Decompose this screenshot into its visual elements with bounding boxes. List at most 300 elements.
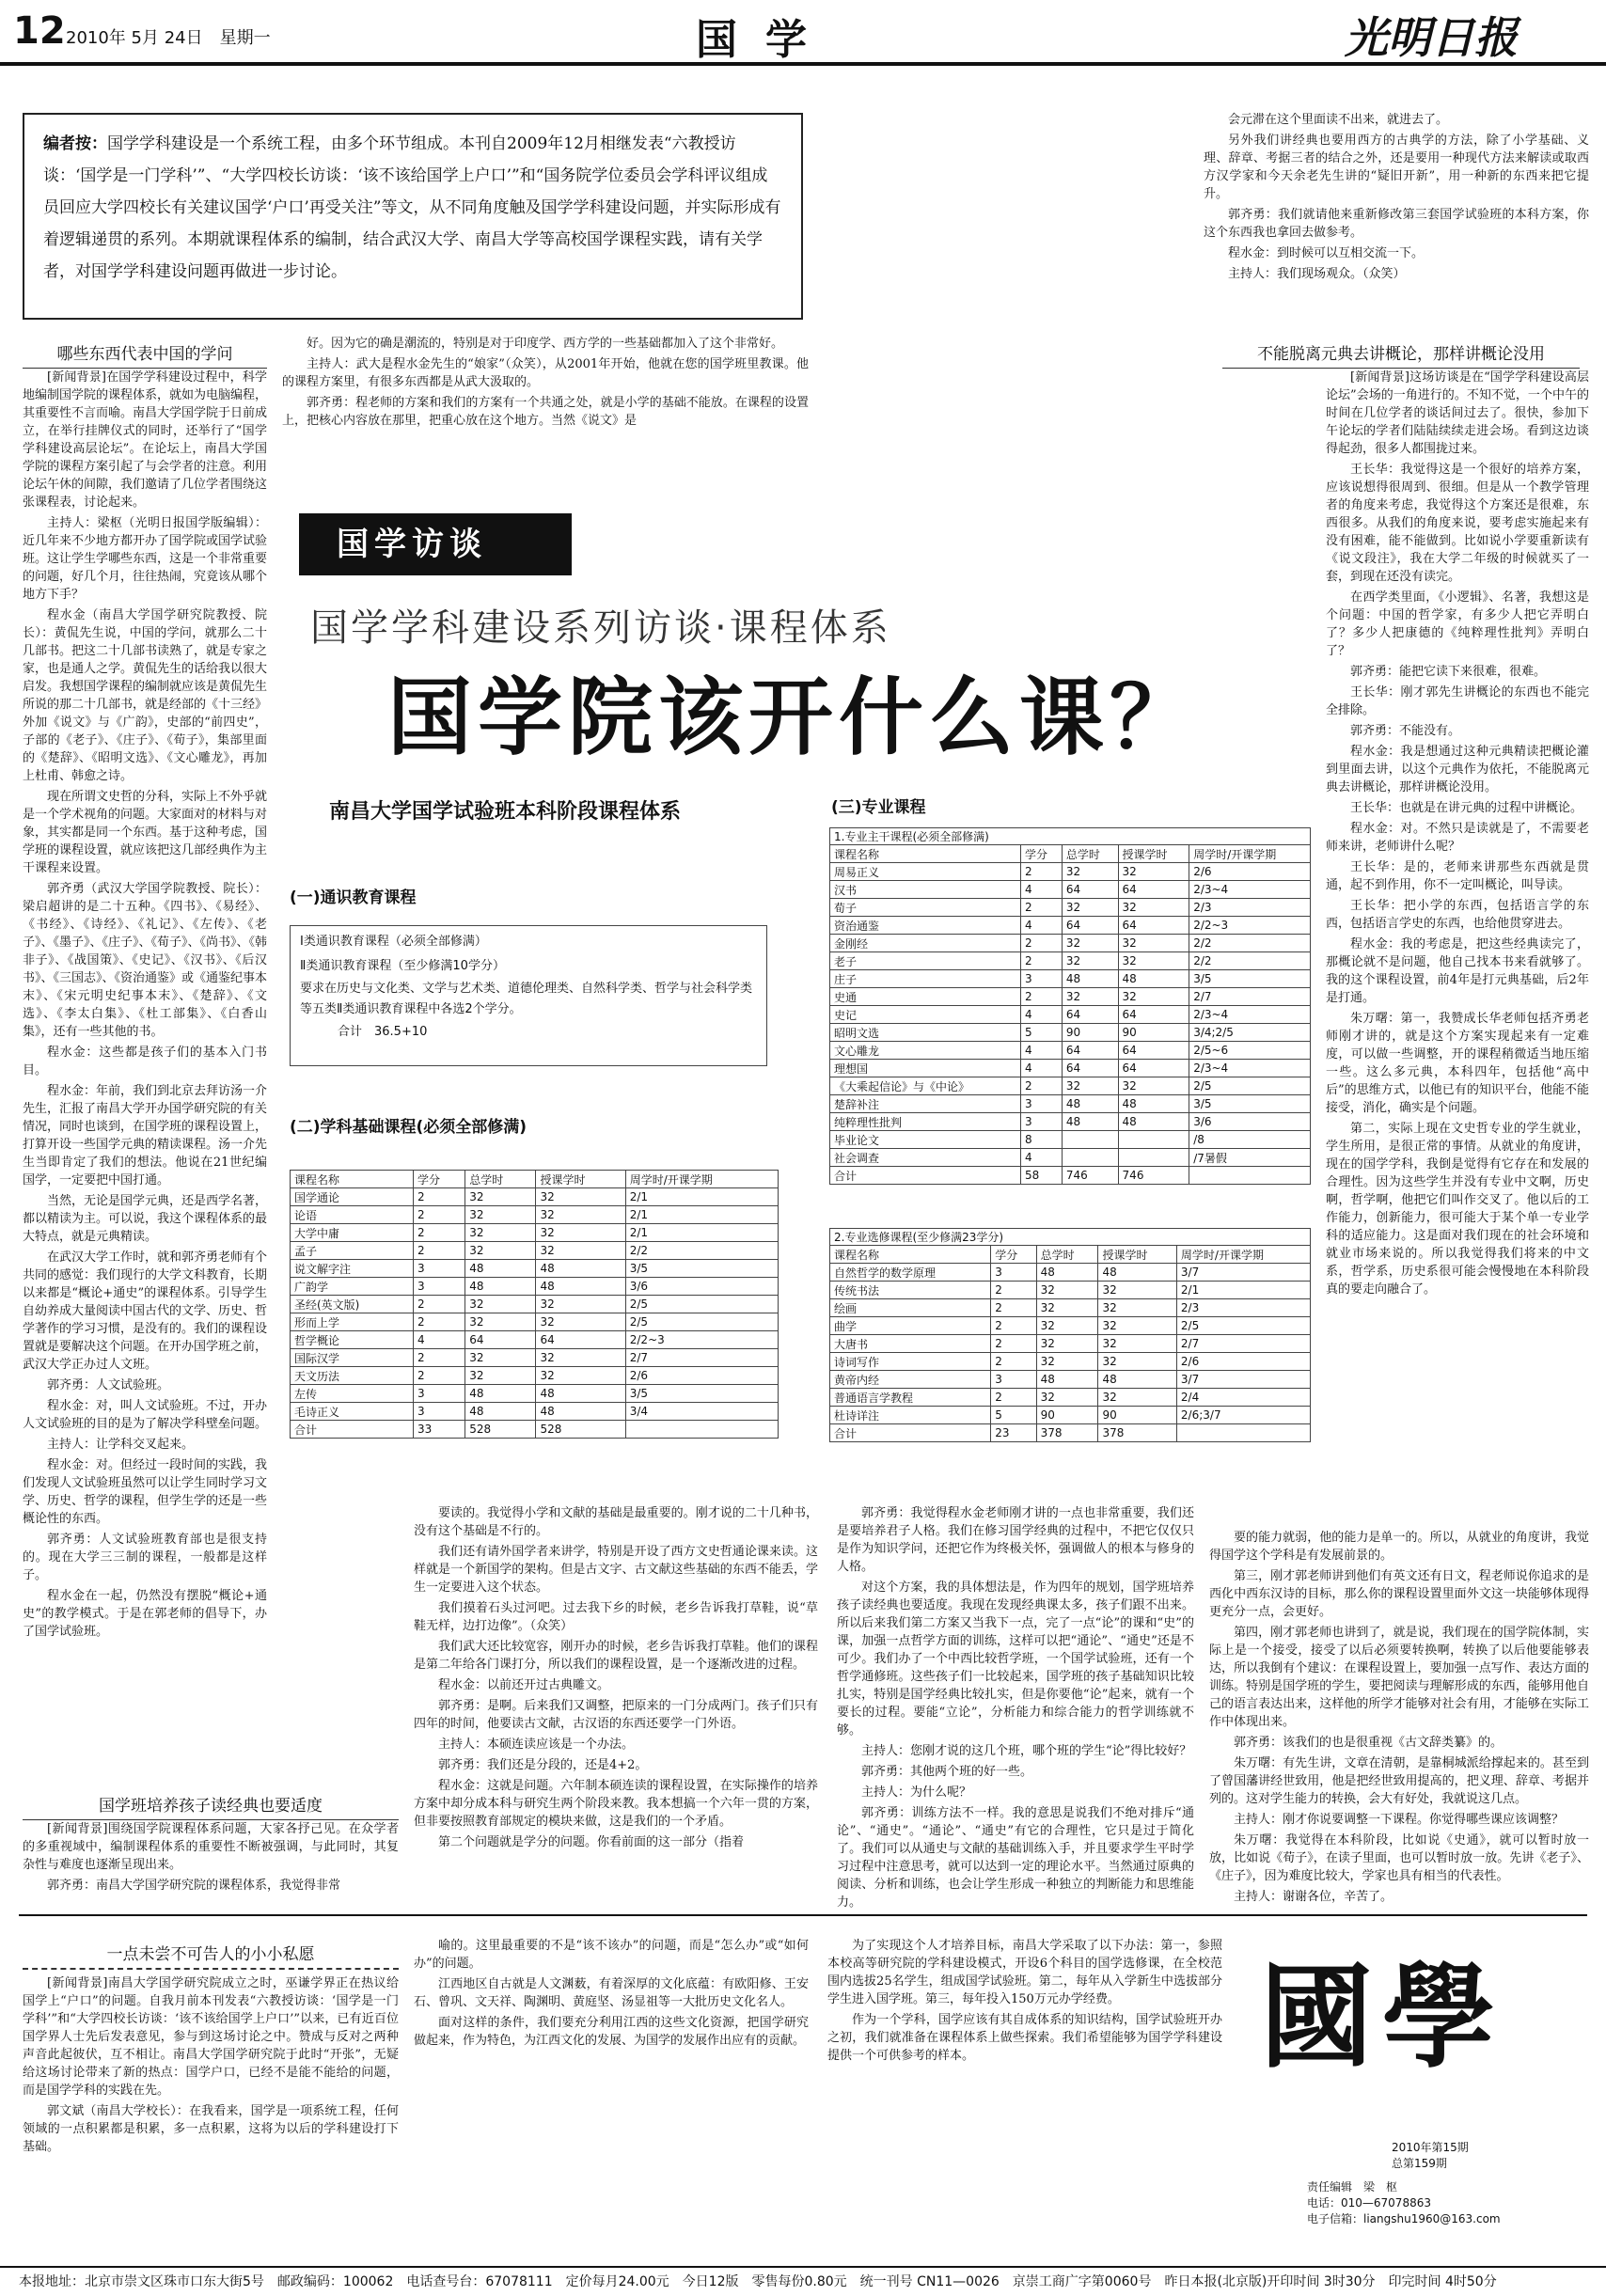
editor-note-text: 国学学科建设是一个系统工程，由多个环节组成。本刊自2009年12月相继发表“六教授访谈：‘国学是一门学科’”、“大学四校长访谈：‘该不该给国学上户口’”和“国务院学位委员会学科评议组成员回应大学四校长有关建议国学‘户口’再受关注”等文，从不同角度触及国学学科建设问题，并实际形成有着逻辑递贯的系列。本期就课程体系的编制，结合武汉大学、南昌大学等高校国学课程实践，请有关学者，对国学学科建设问题再做进一步讨论。 <box>43 134 781 281</box>
table-cell <box>1062 1131 1118 1149</box>
table-cell: 48 <box>536 1403 625 1421</box>
table-cell: 48 <box>1036 1264 1098 1282</box>
table-cell: 论语 <box>291 1206 414 1224</box>
table-cell <box>1118 1149 1189 1167</box>
table-cell: 社会调查 <box>830 1149 1021 1167</box>
paragraph: 第二，实际上现在文史哲专业的学生就业，学生所用，是很正常的事情。从就业的角度讲，现在的国学学科，我倒是觉得有它存在和发展的合理性。因为这些学生并没有专业中文啊，历史啊，哲学啊，他把它们叫作交叉了。他以后的工作能力，创新能力，很可能大于某个单一专业学科的适应能力。这是面对我们现在的社会环境和就业市场来说的。所以我觉得我们将来的中文系，哲学系，历史系很可能会慢慢地在本科阶段真的要走向融合了。 <box>1326 1122 1589 1297</box>
paragraph: 程水金（南昌大学国学研究院教授、院长）：黄侃先生说，中国的学问，就那么二十几部书。把这二十几部书读熟了，就是专家之家，也是通人之学。黄侃先生的话给我以很大启发。我想国学课程的编制就应该是黄侃先生所说的那二十几部书，就是经部的《十三经》外加《说文》与《广韵》，史部的“前四史”，子部的《老子》、《庄子》、《荀子》，集部里面的《楚辞》、《昭明文选》、《文心雕龙》，再加上杜甫、韩愈之诗。 <box>23 608 268 783</box>
paragraph: 程水金：到时候可以互相交流一下。 <box>1228 246 1425 260</box>
table-cell: 2/6 <box>1176 1353 1310 1371</box>
table-row <box>830 1024 1311 1042</box>
table-cell: 48 <box>1062 1113 1118 1131</box>
table-row <box>830 1353 1311 1371</box>
table-cell: 90 <box>1062 1024 1118 1042</box>
table-cell: 周易正义 <box>830 863 1021 881</box>
series-title: 国学学科建设系列访谈·课程体系 <box>310 606 891 650</box>
page-number: 12 <box>13 9 66 53</box>
middle-column-text <box>282 335 809 495</box>
paragraph: 郭文斌（南昌大学校长）：在我看来，国学是一项系统工程，任何领域的一点积累都是积累，多一点积累，这将为以后的学科建设打下基础。 <box>23 2104 399 2154</box>
issue-number: 2010年第15期 总第159期 <box>1392 2141 1469 2170</box>
table-cell: 文心雕龙 <box>830 1042 1021 1060</box>
right-column-top-text <box>1204 111 1589 337</box>
table-cell: 48 <box>536 1260 625 1278</box>
table-cell: 哲学概论 <box>291 1331 414 1349</box>
paragraph: 主持人：梁枢（光明日报国学版编辑）：近几年来不少地方都开办了国学院或国学试验班。这让学生学哪些东西，这是一个非常重要的问题，好几个月，往往热闹，究竟该从哪个地方下手？ <box>23 516 268 602</box>
table-cell: 8 <box>1021 1131 1063 1149</box>
table-cell: 32 <box>536 1367 625 1385</box>
table-cell: 32 <box>1036 1282 1098 1299</box>
table-cell: 毕业论文 <box>830 1131 1021 1149</box>
table-cell: 2/1 <box>625 1206 778 1224</box>
paragraph: 郭齐勇：程老师的方案和我们的方案有一个共通之处，就是小学的基础不能放。在课程的设置上，把核心内容放在那里，把重心放在这个地方。当然《说文》是 <box>282 396 809 428</box>
table-row <box>830 988 1311 1006</box>
table-cell: 2 <box>414 1206 465 1224</box>
paragraph: 程水金：这些都是孩子们的基本入门书目。 <box>23 1046 267 1077</box>
table-cell: 汉书 <box>830 881 1021 899</box>
table-cell: 绘画 <box>830 1299 991 1317</box>
table-cell: 3 <box>1021 1095 1063 1113</box>
table-cell: 合计 <box>830 1167 1021 1185</box>
column-header: 学分 <box>991 1246 1036 1264</box>
paragraph: 朱万曙：第一，我赞成长华老师包括齐勇老师刚才讲的，就是这个方案实现起来有一定难度，可以做一些调整，开的课程稍微适当地压缩一些。这么多元典，本科四年，包括他“高中后”的思维方式，以他已有的知识平台，他能不能接受，消化，确实是个问题。 <box>1326 1012 1589 1115</box>
paragraph: 程水金：我的考虑是，把这些经典读完了，那概论就不是问题，他自己找本书来看就够了。我的这个课程设置，前4年是打元典基础，后2年是打通。 <box>1326 937 1589 1005</box>
table-cell: 自然哲学的数学原理 <box>830 1264 991 1282</box>
table-row <box>291 1260 779 1278</box>
table-cell: 32 <box>1118 988 1189 1006</box>
table-cell: /7暑假 <box>1189 1149 1311 1167</box>
table-row <box>291 1349 779 1367</box>
table-cell: 32 <box>1098 1389 1176 1407</box>
paragraph: 程水金：对，叫人文试验班。不过，开办人文试验班的目的是为了解决学科壁垒问题。 <box>23 1399 268 1431</box>
paragraph: 面对这样的条件，我们要充分利用江西的这些文化资源，把国学研究做起来，作为特色，为江西文化的发展、为国学的发展作出应有的贡献。 <box>414 2016 809 2048</box>
table-cell: 2 <box>991 1389 1036 1407</box>
table-cell: 33 <box>414 1421 465 1439</box>
table-cell: 4 <box>1021 881 1063 899</box>
table-cell: 5 <box>1021 1024 1063 1042</box>
column-header: 周学时/开课学期 <box>1189 845 1311 863</box>
table-cell: 3/5 <box>1189 970 1311 988</box>
lower-center-text <box>837 1504 1194 1910</box>
paragraph: 程水金在一起，仍然没有摆脱“概论+通史”的教学模式。于是在郭老师的倡导下，办了国学试验班。 <box>23 1589 267 1639</box>
table-cell: 3/4 <box>625 1403 778 1421</box>
core-courses-table <box>829 844 1311 1185</box>
table-cell: 孟子 <box>291 1242 414 1260</box>
paragraph: 第二个问题就是学分的问题。你看前面的这一部分（指着 <box>438 1835 745 1849</box>
paragraph: [新闻背景]在国学学科建设过程中，科学地编制国学院的课程体系，就如为电脑编程，其重要性不言而喻。南昌大学国学院于日前成立，在举行挂牌仪式的同时，还举行了“国学学科建设高层论坛”。在论坛上，南昌大学国学院的课程方案引起了与会学者的注意。利用论坛午休的间隙，我们邀请了几位学者围绕这张课程表，讨论起来。 <box>23 370 268 510</box>
paragraph: 程水金：对。但经过一段时间的实践，我们发现人文试验班虽然可以让学生同时学习文学、历史、哲学的课程，但学生学的还是一些概论性的东西。 <box>23 1458 268 1526</box>
table-row <box>830 863 1311 881</box>
table-cell: 2/1 <box>625 1188 778 1206</box>
table-cell: 32 <box>465 1224 536 1242</box>
table-cell: 32 <box>465 1242 536 1260</box>
table-cell: 2 <box>1021 863 1063 881</box>
table-cell: 3 <box>1021 970 1063 988</box>
table-cell: 64 <box>1062 1060 1118 1077</box>
side-text <box>23 1820 399 1895</box>
table-cell: 32 <box>465 1349 536 1367</box>
table-cell: 曲学 <box>830 1317 991 1335</box>
table-cell: 32 <box>536 1296 625 1313</box>
paragraph: 第三，刚才郭老师讲到他们有英文还有日文，程老师说你追求的是西化中西东汉诗的目标，那么你的课程设置里面外文这一块能够体现得更充分一点，会更好。 <box>1209 1569 1589 1619</box>
paragraph: 郭齐勇：不能没有。 <box>1350 724 1461 738</box>
column-header: 总学时 <box>465 1171 536 1188</box>
table-cell: 32 <box>1118 863 1189 881</box>
table-cell: 3 <box>414 1260 465 1278</box>
table-cell: 32 <box>1062 863 1118 881</box>
foundation-courses-table <box>290 1170 779 1439</box>
table-row <box>291 1206 779 1224</box>
bottom-heading: 一点未尝不可告人的小小私愿 <box>23 1941 399 1970</box>
table-cell <box>1189 1167 1311 1185</box>
general-courses-title: (一)通识教育课程 <box>290 889 417 907</box>
table-cell: 32 <box>1036 1317 1098 1335</box>
table-cell: 32 <box>465 1296 536 1313</box>
table-cell: 形而上学 <box>291 1313 414 1331</box>
table-cell: 2/5 <box>1189 1077 1311 1095</box>
core-courses-subtitle: 1.专业主干课程(必须全部修满) <box>829 827 1311 844</box>
paragraph: 程水金：这就是问题。六年制本硕连读的课程设置，在实际操作的培养方案中却分成本科与研究生两个阶段来教。我本想搞一个六年一贯的方案，但非要按照教育部规定的模块来做，这是我们的一个矛盾。 <box>414 1779 818 1829</box>
table-row <box>291 1331 779 1349</box>
table-cell: 诗词写作 <box>830 1353 991 1371</box>
table-cell: 32 <box>536 1242 625 1260</box>
table-cell: 32 <box>536 1206 625 1224</box>
paragraph: 我们武大还比较宽容，刚开办的时候，老乡告诉我打草鞋。他们的课程是第二年给各门课打分，所以我们的课程设置，是一个逐渐改进的过程。 <box>414 1640 818 1672</box>
table-cell: 32 <box>1098 1317 1176 1335</box>
paragraph: 作为一个学科，国学应该有其自成体系的知识结构，国学试验班开办之初，我们就准备在课程体系上做些探索。我们希望能够为国学学科建设提供一个可供参考的样本。 <box>827 2013 1222 2063</box>
table-header-row <box>291 1171 779 1188</box>
paragraph: 郭齐勇：该我们的也是很重视《古文辞类纂》的。 <box>1234 1736 1504 1750</box>
table-cell: 3 <box>414 1403 465 1421</box>
table-cell: 2 <box>1021 935 1063 952</box>
table-cell: 32 <box>1062 899 1118 917</box>
column-header: 周学时/开课学期 <box>1176 1246 1310 1264</box>
table-cell: 32 <box>465 1367 536 1385</box>
bottom-text-1 <box>23 1974 399 2257</box>
table-cell: 2 <box>991 1353 1036 1371</box>
table-cell: 2/3~4 <box>1189 881 1311 899</box>
issue-date: 2010年 5月 24日 星期一 <box>66 28 271 48</box>
table-cell <box>1118 1131 1189 1149</box>
right-column-text <box>1326 369 1589 1516</box>
table-cell: 金刚经 <box>830 935 1021 952</box>
table-cell: 3 <box>991 1371 1036 1389</box>
bottom-text-2 <box>414 1937 809 2257</box>
table-row <box>830 1335 1311 1353</box>
general-line: 合计 36.5+10 <box>338 1025 428 1039</box>
table-cell: 48 <box>465 1278 536 1296</box>
table-cell <box>625 1421 778 1439</box>
table-cell: 大唐书 <box>830 1335 991 1353</box>
table-header-row <box>830 1246 1311 1264</box>
table-cell: 2/3~4 <box>1189 1060 1311 1077</box>
table-cell: 2/2 <box>625 1242 778 1260</box>
side-heading: 国学班培养孩子读经典也要适度 <box>23 1792 399 1820</box>
table-cell: 3/5 <box>1189 1095 1311 1113</box>
paragraph: 朱万曙：我觉得在本科阶段，比如说《史通》，就可以暂时放一放，比如说《荀子》，在读子里面，也可以暂时放一放。先讲《老子》、《庄子》，因为难度比较大，学家也具有相当的代表性。 <box>1209 1833 1589 1883</box>
table-cell: 2 <box>991 1335 1036 1353</box>
table-cell: 48 <box>536 1278 625 1296</box>
editor-note-label: 编者按： <box>43 134 107 153</box>
interview-series-tag: 国学访谈 <box>299 513 572 575</box>
table-cell: 32 <box>1062 1077 1118 1095</box>
table-cell: 2 <box>1021 1077 1063 1095</box>
foundation-courses-title: (二)学科基础课程(必须全部修满) <box>290 1118 527 1137</box>
table-cell: 2 <box>991 1282 1036 1299</box>
table-cell: 48 <box>1118 1113 1189 1131</box>
table-cell: 3 <box>414 1385 465 1403</box>
paragraph: 我们摸着石头过河吧。过去我下乡的时候，老乡告诉我打草鞋，说“草鞋无样，边打边像”。（众笑） <box>414 1601 818 1633</box>
general-line: 要求在历史与文化类、文学与艺术类、道德伦理类、自然科学类、哲学与社会科学类等五类Ⅱ类通识教育课程中各选2个学分。 <box>300 982 753 1016</box>
table-cell: 746 <box>1062 1167 1118 1185</box>
table-cell: 90 <box>1118 1024 1189 1042</box>
table-cell: 2 <box>1021 952 1063 970</box>
table-cell: 48 <box>1098 1371 1176 1389</box>
table-cell: 64 <box>1118 881 1189 899</box>
table-cell: 32 <box>536 1188 625 1206</box>
elective-courses-table <box>829 1245 1311 1442</box>
table-row <box>291 1224 779 1242</box>
paragraph: 主持人：武大是程水金先生的“娘家”（众笑），从2001年开始，他就在您的国学班里教课。他的课程方案里，有很多东西都是从武大汲取的。 <box>282 357 809 389</box>
general-line: Ⅱ类通识教育课程（至少修满10学分） <box>300 959 505 973</box>
table-cell: 国学通论 <box>291 1188 414 1206</box>
table-cell: 64 <box>1062 1042 1118 1060</box>
paragraph: 郭齐勇：是啊。后来我们又调整，把原来的一门分成两门。孩子们只有四年的时间，他要读古文献，古汉语的东西还要学一门外语。 <box>414 1699 818 1731</box>
table-cell: 2/5~6 <box>1189 1042 1311 1060</box>
table-cell: 2/7 <box>625 1349 778 1367</box>
paragraph: 我们还有请外国学者来讲学，特别是开设了西方文史哲通论课来读。这样就是一个新国学的架构。但是古文字、古文献这些基础的东西不能丢，学生一定要进入这个状态。 <box>414 1545 818 1595</box>
table-row <box>291 1403 779 1421</box>
table-row <box>291 1296 779 1313</box>
paragraph: 程水金：年前，我们到北京去拜访汤一介先生，汇报了南昌大学开办国学研究院的有关情况，同时也谈到，在国学班的课程设置上，打算开设一些国学元典的精读课程。汤一介先生当即肯定了我们的想法。他说在21世纪编国学，一定要把中国打通。 <box>23 1084 268 1187</box>
paragraph: 主持人：谢谢各位，辛苦了。 <box>1234 1890 1393 1904</box>
table-cell: 杜诗详注 <box>830 1407 991 1424</box>
table-cell: 4 <box>1021 917 1063 935</box>
table-cell: 2/7 <box>1176 1335 1310 1353</box>
paragraph: 郭齐勇：能把它读下来很难，很难。 <box>1350 665 1547 679</box>
table-cell: 64 <box>1118 1042 1189 1060</box>
table-row <box>291 1242 779 1260</box>
table-cell: 48 <box>1118 1095 1189 1113</box>
table-cell: 天文历法 <box>291 1367 414 1385</box>
table-cell: 32 <box>536 1224 625 1242</box>
major-courses-title: (三)专业课程 <box>831 798 926 817</box>
bottom-rule <box>19 1914 1587 1916</box>
table-cell: 2 <box>414 1242 465 1260</box>
paragraph: 王长华：刚才郭先生讲概论的东西也不能完全排除。 <box>1326 685 1589 717</box>
table-cell: 3/4;2/5 <box>1189 1024 1311 1042</box>
table-cell: 庄子 <box>830 970 1021 988</box>
paragraph: 郭齐勇：训练方法不一样。我的意思是说我们不绝对排斥“通论”、“通史”。“通论”、“通史”有它的合理性，它只是过于简化了。我们可以从通史与文献的基础训练入手，并且要求学生平时学习过程中注意思考，就可以达到一定的理论水平。当然通过原典的阅读、分析和训练，也会让学生形成一种独立的判断能力和思维能力。 <box>837 1806 1194 1910</box>
table-row <box>291 1313 779 1331</box>
table-cell: 2/6;3/7 <box>1176 1407 1310 1424</box>
paragraph: 在武汉大学工作时，就和郭齐勇老师有个共同的感觉：我们现行的大学文科教育，长期以来都是“概论+通史”的课程体系。引导学生自幼养成大量阅读中国古代的文学、历史、哲学著作的学习习惯，是没有的。我们的课程设置就是要解决这个问题。在开办国学班之前，武汉大学正办过人文班。 <box>23 1250 268 1372</box>
newspaper-logo: 光明日报 <box>1345 12 1518 63</box>
table-cell: 荀子 <box>830 899 1021 917</box>
column-header: 课程名称 <box>291 1171 414 1188</box>
paragraph: 郭齐勇：人文试验班。 <box>47 1378 170 1392</box>
table-cell: 48 <box>465 1403 536 1421</box>
table-row <box>830 1113 1311 1131</box>
table-cell: 32 <box>1036 1389 1098 1407</box>
table-row <box>830 1131 1311 1149</box>
table-cell: 48 <box>1118 970 1189 988</box>
table-row <box>830 881 1311 899</box>
column-header: 授课学时 <box>1118 845 1189 863</box>
table-cell: 2 <box>414 1313 465 1331</box>
table-row <box>830 1149 1311 1167</box>
table-row <box>830 1407 1311 1424</box>
paragraph: 王长华：我觉得这是一个很好的培养方案，应该说想得很周到、很细。但是从一个教学管理者的角度来考虑，我觉得这个方案还是很难，东西很多。从我们的角度来说，要考虑实施起来有没有困难，能不能做到。比如说小学要重新读有《说文段注》，我在大学二年级的时候就买了一套，到现在还没有读完。 <box>1326 463 1589 584</box>
paragraph: 王长华：也就是在讲元典的过程中讲概论。 <box>1350 801 1583 815</box>
table-cell: 746 <box>1118 1167 1189 1185</box>
table-cell: 纯粹理性批判 <box>830 1113 1021 1131</box>
table-row <box>830 1264 1311 1282</box>
table-cell: 左传 <box>291 1385 414 1403</box>
paragraph: 郭齐勇：人文试验班教育部也是很支持的。现在大学三三制的课程，一般都是这样子。 <box>23 1533 267 1582</box>
paragraph: 要读的。我觉得小学和文献的基础是最重要的。刚才说的二十几种书，没有这个基础是不行的。 <box>414 1506 818 1538</box>
table-cell: 2 <box>414 1188 465 1206</box>
editor-credits: 责任编辑 梁 枢 电话：010—67078863 电子信箱：liangshu1960@163.com <box>1307 2180 1501 2225</box>
paragraph: 主持人：让学科交叉起来。 <box>47 1438 195 1452</box>
column-header: 总学时 <box>1062 845 1118 863</box>
table-cell: 《大乘起信论》与《中论》 <box>830 1077 1021 1095</box>
table-cell: 2/1 <box>625 1224 778 1242</box>
table-row <box>830 935 1311 952</box>
table-cell: 2 <box>991 1317 1036 1335</box>
table-cell: 4 <box>1021 1042 1063 1060</box>
table-cell: 合计 <box>830 1424 991 1442</box>
table-cell: 资治通鉴 <box>830 917 1021 935</box>
table-cell: 3/6 <box>625 1278 778 1296</box>
paragraph: 主持人：为什么呢？ <box>861 1785 972 1800</box>
table-cell: 32 <box>1118 1077 1189 1095</box>
table-cell <box>1176 1424 1310 1442</box>
footer-imprint: 本报地址：北京市崇文区珠市口东大街5号 邮政编码：100062 电话查号台：67078111 定价每月24.00元 今日12版 零售每份0.80元 统一刊号 CN11—0026 京崇工商广字第0060号 昨日本报(北京版)开印时间 3时30分 印完时间 4时50分 <box>0 2266 1606 2296</box>
table-cell: 4 <box>1021 1006 1063 1024</box>
paragraph: 王长华：是的，老师来讲那些东西就是贯通，起不到作用，你不一定叫概论，叫导读。 <box>1326 860 1589 892</box>
left-column-heading: 哪些东西代表中国的学问 <box>23 340 267 369</box>
table-row <box>830 1077 1311 1095</box>
paragraph: 会元滞在这个里面读不出来，就进去了。 <box>1228 113 1449 127</box>
table-cell: 32 <box>1098 1353 1176 1371</box>
table-cell: 32 <box>465 1206 536 1224</box>
paragraph: 主持人：我们现场观众。（众笑） <box>1228 267 1406 281</box>
paragraph: 程水金：对。不然只是读就是了，不需要老师来讲，老师讲什么呢？ <box>1326 822 1589 854</box>
column-header: 总学时 <box>1036 1246 1098 1264</box>
table-cell: 32 <box>1036 1299 1098 1317</box>
paragraph: 对这个方案，我的具体想法是，作为四年的规划，国学班培养孩子读经典也要适度。我现在发现经典课太多，孩子们跟不出来。所以后来我们第二方案又当我下一点，完了一点“论”的课和“史”的课，加强一点哲学方面的训练，这样可以把“通论”、“通史”还是不可少。我们办了一个中西比较哲学班，一个国学试验班，还有一个哲学通修班。这些孩子们一比较起来，国学班的孩子基础知识比较扎实，特别是国学经典比较扎实，但是你要他“论”起来，就有一个要长的过程。要能“立论”，分析能力和综合能力的哲学训练就不够。 <box>837 1580 1194 1738</box>
table-cell: 2 <box>414 1367 465 1385</box>
table-cell: 2/5 <box>625 1296 778 1313</box>
column-header: 课程名称 <box>830 845 1021 863</box>
table-cell: 64 <box>1062 917 1118 935</box>
table-cell: 32 <box>1098 1282 1176 1299</box>
table-cell: 3/5 <box>625 1385 778 1403</box>
table-cell: 史通 <box>830 988 1021 1006</box>
table-cell: 32 <box>536 1349 625 1367</box>
paragraph: 郭齐勇：其他两个班的好一些。 <box>861 1765 1033 1779</box>
main-headline: 国学院该开什么课？ <box>387 668 1200 767</box>
table-row <box>830 1095 1311 1113</box>
paragraph: 主持人：刚才你说要调整一下课程。你觉得哪些课应该调整？ <box>1234 1813 1565 1827</box>
table-cell: 32 <box>1098 1335 1176 1353</box>
table-cell: 2 <box>414 1296 465 1313</box>
table-cell: 老子 <box>830 952 1021 970</box>
paragraph: 主持人：您刚才说的这几个班，哪个班的学生“论”得比较好？ <box>861 1744 1192 1758</box>
table-cell: 378 <box>1098 1424 1176 1442</box>
column-header: 周学时/开课学期 <box>625 1171 778 1188</box>
table-cell: 528 <box>465 1421 536 1439</box>
paragraph: 江西地区自古就是人文渊薮，有着深厚的文化底蕴：有欧阳修、王安石、曾巩、文天祥、陶渊明、黄庭坚、汤显祖等一大批历史文化名人。 <box>414 1977 809 2009</box>
table-cell: 48 <box>465 1260 536 1278</box>
column-header: 学分 <box>414 1171 465 1188</box>
paragraph: 在西学类里面，《小逻辑》、名著，我想这是个问题：中国的哲学家，有多少人把它弄明白了？多少人把康德的《纯粹理性批判》弄明白了？ <box>1326 590 1589 658</box>
table-row <box>830 1042 1311 1060</box>
paragraph: 要的能力就弱，他的能力是单一的。所以，从就业的角度讲，我觉得国学这个学科是有发展前景的。 <box>1209 1531 1589 1563</box>
table-row <box>830 1167 1311 1185</box>
table-cell: 史记 <box>830 1006 1021 1024</box>
paragraph: 好。因为它的确是潮流的，特别是对于印度学、西方学的一些基础都加入了这个非常好。 <box>307 337 784 351</box>
paragraph: 朱万曙：有先生讲，文章在清朝，是靠桐城派给撑起来的。甚至到了曾国藩讲经世致用，他是把经世致用提高的，把义理、辞章、考据并列的。这对学生能力的转换，会大有好处，我就说这几点。 <box>1209 1756 1589 1806</box>
table-cell: 32 <box>1036 1353 1098 1371</box>
table-cell: 32 <box>1062 935 1118 952</box>
table-cell: 普通语言学教程 <box>830 1389 991 1407</box>
table-cell: 2/6 <box>625 1367 778 1385</box>
table-cell: 64 <box>1118 917 1189 935</box>
table-row <box>291 1421 779 1439</box>
guoxue-seal-mark: 國學 <box>1260 1951 1504 2084</box>
table-cell: 32 <box>1062 952 1118 970</box>
column-header: 课程名称 <box>830 1246 991 1264</box>
table-row <box>830 1006 1311 1024</box>
table-cell: 48 <box>1062 970 1118 988</box>
paragraph: 喻的。这里最重要的不是“该不该办”的问题，而是“怎么办”或“如何办”的问题。 <box>414 1939 809 1971</box>
table-cell: 2/3 <box>1176 1299 1310 1317</box>
lower-right-text <box>1209 1529 1589 1904</box>
table-cell: 48 <box>1062 1095 1118 1113</box>
table-cell: 2/2~3 <box>1189 917 1311 935</box>
table-header-row <box>830 845 1311 863</box>
table-cell: 2/3 <box>1189 899 1311 917</box>
paragraph: 郭齐勇：南昌大学国学研究院的课程体系，我觉得非常 <box>47 1879 341 1893</box>
table-cell: 毛诗正义 <box>291 1403 414 1421</box>
table-row <box>291 1188 779 1206</box>
table-cell: 说文解字注 <box>291 1260 414 1278</box>
right-column-heading: 不能脱离元典去讲概论，那样讲概论没用 <box>1222 340 1580 369</box>
table-row <box>830 1060 1311 1077</box>
column-header: 授课学时 <box>536 1171 625 1188</box>
table-cell <box>1062 1149 1118 1167</box>
table-row <box>830 1371 1311 1389</box>
table-cell: 2/2 <box>1189 935 1311 952</box>
paragraph: 现在所谓文史哲的分科，实际上不外乎就是一个学术视角的问题。大家面对的材料与对象，其实都是同一个东西。基于这种考虑，国学班的课程设置，就应该把这几部经典作为主干课程来设置。 <box>23 790 268 875</box>
paragraph: 第四，刚才郭老师也讲到了，就是说，我们现在的国学院体制，实际上是一个接受，接受了以后必须要转换啊，转换了以后他要能够表达，所以我倒有个建议：在课程设置上，要加强一点写作、表达方面的训练。特别是国学班的学生，要把阅读与理解形成的东西，能够用他自己的语言表达出来，这样他的所学才能够对社会有用，才能够在实际工作中体现出来。 <box>1209 1626 1589 1729</box>
column-header: 授课学时 <box>1098 1246 1176 1264</box>
table-cell: 2/2~3 <box>625 1331 778 1349</box>
table-cell: 64 <box>1118 1006 1189 1024</box>
table-cell: 3/5 <box>625 1260 778 1278</box>
table-cell: 2 <box>414 1224 465 1242</box>
table-row <box>830 899 1311 917</box>
paragraph: 程水金：我是想通过这种元典精读把概论灌到里面去讲，以这个元典作为依托，不能脱离元典去讲概论，那样讲概论没用。 <box>1326 745 1589 794</box>
table-row <box>830 970 1311 988</box>
table-cell: 合计 <box>291 1421 414 1439</box>
table-cell: 32 <box>465 1313 536 1331</box>
general-courses-box <box>290 925 767 1066</box>
paragraph: 当然，无论是国学元典，还是西学名著，都以精读为主。可以说，我这个课程体系的最大特点，就是元典精读。 <box>23 1194 268 1244</box>
table-title: 南昌大学国学试验班本科阶段课程体系 <box>329 800 682 824</box>
table-cell: 2/2 <box>1189 952 1311 970</box>
